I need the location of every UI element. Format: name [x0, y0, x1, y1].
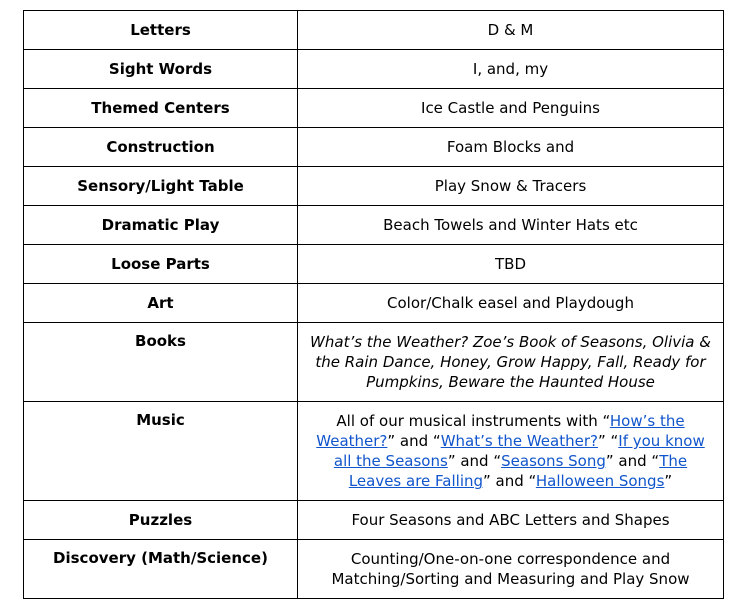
- row-label: Loose Parts: [24, 245, 298, 284]
- row-value: Ice Castle and Penguins: [298, 89, 724, 128]
- table-row: [24, 206, 724, 245]
- song-link-whats-the-weather[interactable]: What’s the Weather?: [440, 432, 598, 450]
- row-label: Dramatic Play: [24, 206, 298, 245]
- lesson-plan-table: [23, 10, 724, 599]
- table-row: [24, 245, 724, 284]
- row-label: Themed Centers: [24, 89, 298, 128]
- song-link-halloween-songs[interactable]: Halloween Songs: [535, 472, 665, 490]
- row-value: TBD: [298, 245, 724, 284]
- row-value: I, and, my: [298, 50, 724, 89]
- song-link-the-leaves-are-falling[interactable]: The Leaves are Falling: [348, 452, 688, 490]
- song-link-seasons-song[interactable]: Seasons Song: [501, 452, 606, 470]
- table-row: [24, 167, 724, 206]
- row-label: Art: [24, 284, 298, 323]
- row-label: Letters: [24, 11, 298, 50]
- row-value: D & M: [298, 11, 724, 50]
- row-label: Sensory/Light Table: [24, 167, 298, 206]
- music-intro-text: All of our musical instruments with “: [336, 412, 610, 430]
- row-label: Discovery (Math/Science): [24, 540, 298, 599]
- row-value: Foam Blocks and: [298, 128, 724, 167]
- music-separator: ” and “: [387, 432, 441, 450]
- table-row: [24, 128, 724, 167]
- music-separator: ” “: [597, 432, 619, 450]
- music-separator: ” and “: [447, 452, 502, 470]
- table-row: [24, 11, 724, 50]
- row-label: Construction: [24, 128, 298, 167]
- song-link-if-you-know-all-the-seasons[interactable]: If you know all the Seasons: [333, 432, 705, 470]
- row-value: Color/Chalk easel and Playdough: [298, 284, 724, 323]
- row-label: Books: [24, 323, 298, 402]
- row-label: Puzzles: [24, 501, 298, 540]
- row-label: Music: [24, 402, 298, 501]
- row-value: Beach Towels and Winter Hats etc: [298, 206, 724, 245]
- table-row: [24, 501, 724, 540]
- music-end-text: ”: [664, 472, 673, 490]
- song-link-hows-the-weather[interactable]: How’s the Weather?: [316, 412, 685, 450]
- table-row: [24, 50, 724, 89]
- table-row: [24, 402, 724, 501]
- music-separator: ” and “: [605, 452, 660, 470]
- books-list: What’s the Weather? Zoe’s Book of Seasons, Olivia & the Rain Dance, Honey, Grow Happy, Fall, Ready for Pumpkins, Beware the Haunted House: [298, 323, 724, 402]
- music-separator: ” and “: [483, 472, 536, 490]
- music-list: [298, 402, 724, 501]
- table-row: [24, 284, 724, 323]
- row-label: Sight Words: [24, 50, 298, 89]
- table-row: [24, 540, 724, 599]
- row-value: Counting/One-on-one correspondence and Matching/Sorting and Measuring and Play Snow: [298, 540, 724, 599]
- row-value: Play Snow & Tracers: [298, 167, 724, 206]
- table-row: [24, 89, 724, 128]
- row-value: Four Seasons and ABC Letters and Shapes: [298, 501, 724, 540]
- table-row: [24, 323, 724, 402]
